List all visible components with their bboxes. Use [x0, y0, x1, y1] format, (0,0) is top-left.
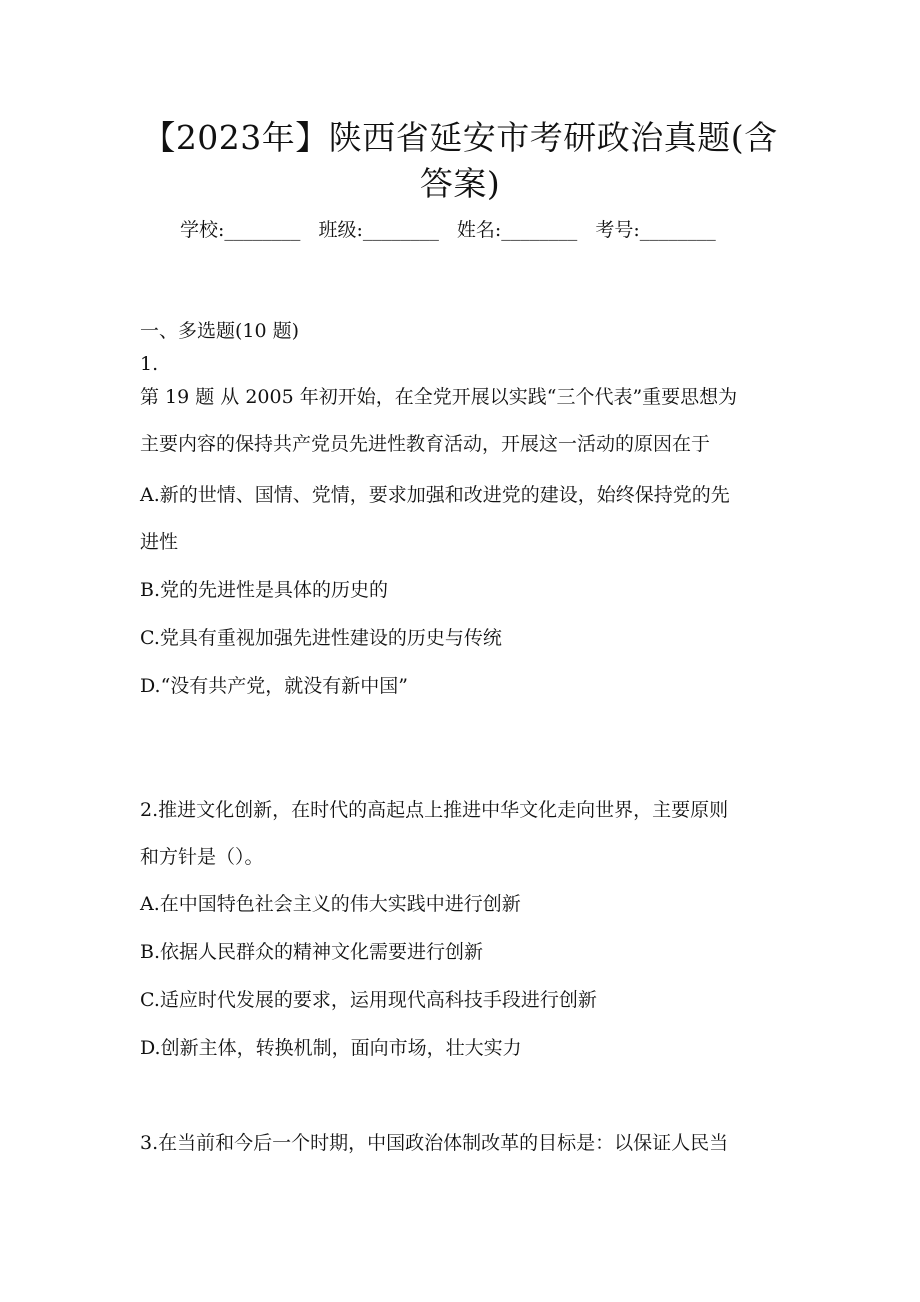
document-title-line-2: 答案) [419, 164, 501, 203]
name-field: 姓名:________ [456, 219, 578, 241]
q1-stem-line-2: 主要内容的保持共产党员先进性教育活动，开展这一活动的原因在于 [140, 433, 711, 455]
q2-option-d: D.创新主体，转换机制，面向市场，壮大实力 [140, 1037, 522, 1059]
document-title-line-1: 【2023年】陕西省延安市考研政治真题(含 [142, 118, 778, 157]
school-field: 学校:________ [180, 219, 301, 241]
q1-option-a-line-1: A.新的世情、国情、党情，要求加强和改进党的建设，始终保持党的先 [140, 484, 730, 506]
q1-number: 1. [140, 353, 159, 375]
q2-option-c: C.适应时代发展的要求，运用现代高科技手段进行创新 [140, 989, 597, 1011]
q2-option-a: A.在中国特色社会主义的伟大实践中进行创新 [140, 893, 521, 915]
q2-option-b: B.依据人民群众的精神文化需要进行创新 [140, 941, 484, 963]
q3-stem-line-1: 3.在当前和今后一个时期，中国政治体制改革的目标是：以保证人民当 [140, 1132, 729, 1154]
q1-option-c: C.党具有重视加强先进性建设的历史与传统 [140, 627, 502, 649]
exam-number-field: 考号:________ [595, 219, 716, 241]
class-field: 班级:________ [318, 219, 439, 241]
q2-stem-line-1: 2.推进文化创新，在时代的高起点上推进中华文化走向世界，主要原则 [140, 799, 729, 821]
q2-stem-line-2: 和方针是（）。 [140, 846, 264, 868]
q1-option-a-line-2: 进性 [140, 531, 179, 553]
section-heading: 一、多选题(10 题) [140, 320, 300, 342]
q1-option-d: D.“没有共产党，就没有新中国” [140, 675, 409, 697]
student-info-fields [180, 216, 780, 244]
q1-stem-line-1: 第 19 题 从 2005 年初开始，在全党开展以实践“三个代表”重要思想为 [140, 386, 738, 408]
q1-option-b: B.党的先进性是具体的历史的 [140, 579, 389, 601]
